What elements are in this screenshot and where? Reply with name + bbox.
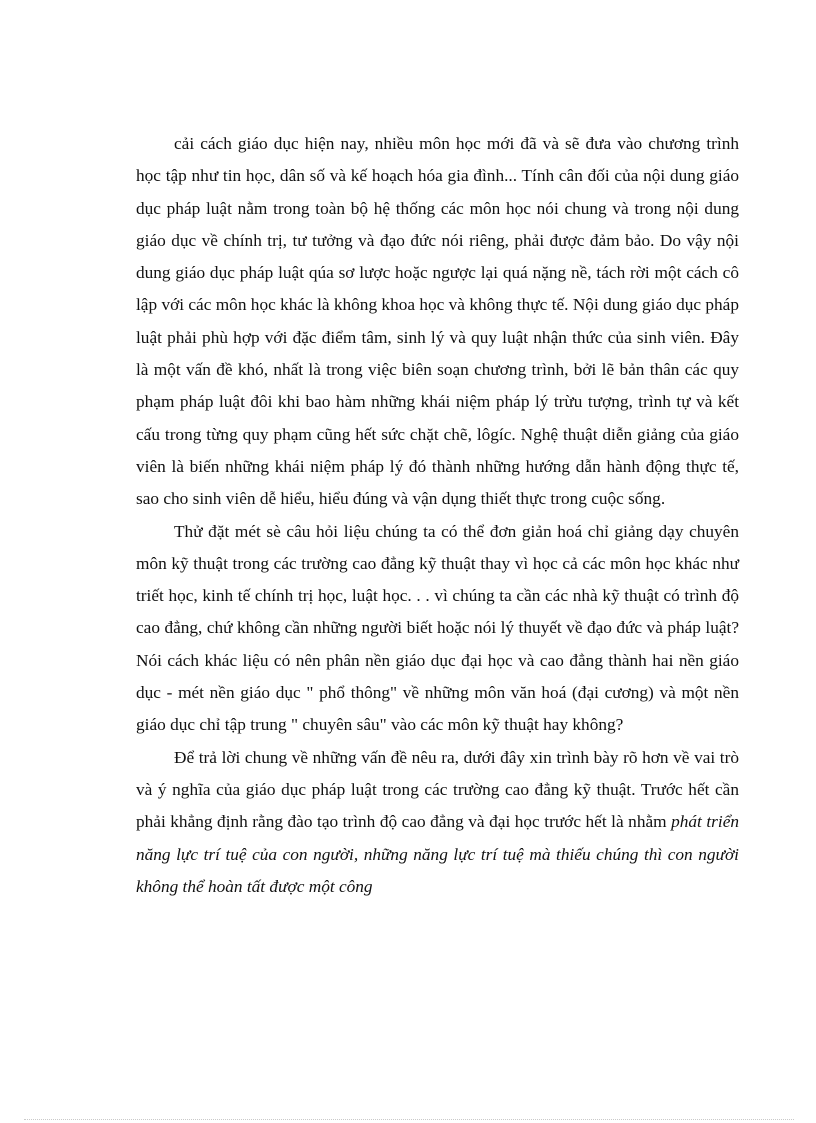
paragraph-1-text: cải cách giáo dục hiện nay, nhiều môn học mới đã và sẽ đưa vào chương trình học tập như tin học, dân số và kế hoạch hóa gia đình... Tính cân đối của nội dung giáo dục pháp luật nằm trong toàn bộ hệ thống các môn học nói chung và trong nội dung giáo dục về chính trị, tư tưởng và đạo đức nói riêng, phải được đảm bảo. Do vậy nội dung giáo dục pháp luật qúa sơ lược hoặc ngược lại quá nặng nề, tách rời một cách cô lập với các môn học khác là không khoa học và không thực tế. Nội dung giáo dục pháp luật phải phù hợp với đặc điểm tâm, sinh lý và quy luật nhận thức của sinh viên. Đây là một vấn đề khó, nhất là trong việc biên soạn chương trình, bởi lẽ bản thân các quy phạm pháp luật đôi khi bao hàm những khái niệm pháp lý trừu tượng, trình tự và kết cấu trong từng quy phạm cũng hết sức chặt chẽ, lôgíc. Nghệ thuật diễn giảng của giáo viên là biến những khái niệm pháp lý đó thành những hướng dẫn hành động thực tế, sao cho sinh viên dễ hiểu, hiểu đúng và vận dụng thiết thực trong cuộc sống. [136,134,739,509]
paragraph-3 [136,742,739,903]
paragraph-2 [136,516,739,742]
paragraph-3-italic-text: phát triển năng lực trí tuệ của con người, những năng lực trí tuệ mà thiếu chúng thì con người không thể hoàn tất được một công [136,812,740,896]
paragraph-1 [136,128,739,516]
paragraph-2-text: Thử đặt mét sè câu hỏi liệu chúng ta có thể đơn giản hoá chỉ giảng dạy chuyên môn kỹ thuật trong các trường cao đẳng kỹ thuật thay vì học cả các môn học khác như triết học, kinh tế chính trị học, luật học. . . vì chúng ta cần các nhà kỹ thuật có trình độ cao đẳng, chứ không cần những người biết hoặc nói lý thuyết về đạo đức và pháp luật? Nói cách khác liệu có nên phân nền giáo dục đại học và cao đẳng thành hai nền giáo dục - mét nền giáo dục " phổ thông" về những môn văn hoá (đại cương) và một nền giáo dục chỉ tập trung " chuyên sâu" vào các môn kỹ thuật hay không? [136,521,739,735]
page-bottom-divider [24,1119,794,1120]
paragraph-3-text: Để trả lời chung về những vấn đề nêu ra, dưới đây xin trình bày rõ hơn về vai trò và ý nghĩa của giáo dục pháp luật trong các trường cao đẳng kỹ thuật. Trước hết cần phải khẳng định rằng đào tạo trình độ cao đẳng và đại học trước hết là nhằm [136,747,739,832]
document-body [136,128,739,903]
